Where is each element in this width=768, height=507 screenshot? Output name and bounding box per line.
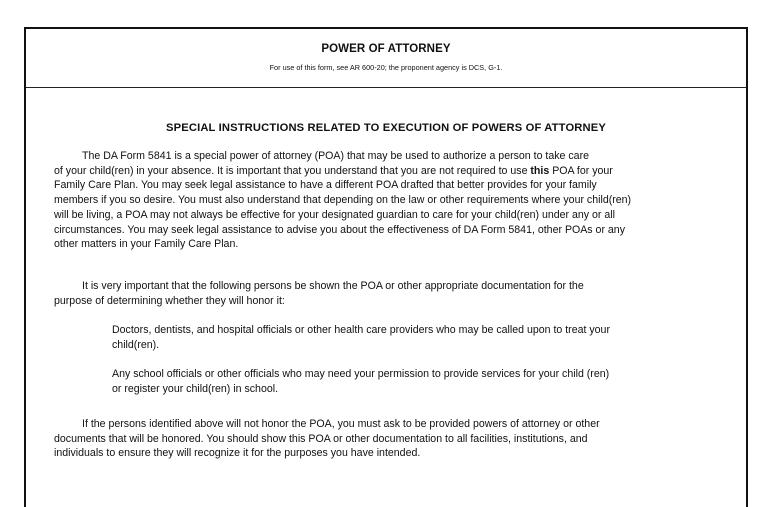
text-run: POA for your bbox=[549, 164, 613, 177]
list-item-line: or register your child(ren) in school. bbox=[112, 382, 279, 395]
paragraph-line: circumstances. You may seek legal assistance to advise you about the effectiveness of DA Form 5841, other POAs or any bbox=[54, 223, 625, 236]
paragraph-line: The DA Form 5841 is a special power of attorney (POA) that may be used to authorize a person to take care bbox=[82, 150, 589, 162]
section-heading: SPECIAL INSTRUCTIONS RELATED TO EXECUTION OF POWERS OF ATTORNEY bbox=[166, 122, 606, 134]
paragraph-line: other matters in your Family Care Plan. bbox=[54, 238, 239, 251]
paragraph-line bbox=[54, 164, 724, 179]
list-item-health-care-providers bbox=[112, 323, 702, 352]
text-run: of your child(ren) in your absence. It is important that you understand that you are not required to use bbox=[54, 164, 531, 177]
form-header bbox=[26, 29, 746, 88]
paragraph-line: individuals to ensure they will recognize it for the purposes you have intended. bbox=[54, 447, 421, 460]
list-item-line: Any school officials or other officials who may need your permission to provide services for your child (ren) bbox=[112, 368, 610, 380]
form-title: POWER OF ATTORNEY bbox=[321, 43, 451, 55]
paragraph-line: will be living, a POA may not always be effective for your designated guardian to care for your child(ren) under any or all bbox=[54, 208, 615, 221]
paragraph-line: members if you so desire. You must also understand that depending on the law or other requirements where your child(ren) bbox=[54, 194, 632, 207]
instructions-paragraph-3 bbox=[54, 417, 724, 461]
emphasis-this: this bbox=[530, 164, 550, 177]
instructions-paragraph-2 bbox=[54, 279, 724, 308]
form-frame bbox=[24, 27, 748, 507]
list-item-line: child(ren). bbox=[112, 338, 160, 351]
instructions-paragraph-1 bbox=[54, 149, 724, 252]
paragraph-line: purpose of determining whether they will honor it: bbox=[54, 294, 285, 307]
paragraph-line: documents that will be honored. You should show this POA or other documentation to all facilities, institutions, and bbox=[54, 432, 588, 445]
list-item-line: Doctors, dentists, and hospital officials or other health care providers who may be called upon to treat your bbox=[112, 324, 610, 336]
paragraph-line: Family Care Plan. You may seek legal assistance to have a different POA drafted that better provides for your family bbox=[54, 179, 597, 192]
paragraph-line: It is very important that the following persons be shown the POA or other appropriate documentation for the bbox=[82, 280, 584, 292]
paragraph-line: If the persons identified above will not honor the POA, you must ask to be provided powers of attorney or other bbox=[82, 418, 600, 430]
form-subtitle: For use of this form, see AR 600-20; the proponent agency is DCS, G-1. bbox=[269, 63, 503, 72]
list-item-school-officials bbox=[112, 367, 702, 396]
